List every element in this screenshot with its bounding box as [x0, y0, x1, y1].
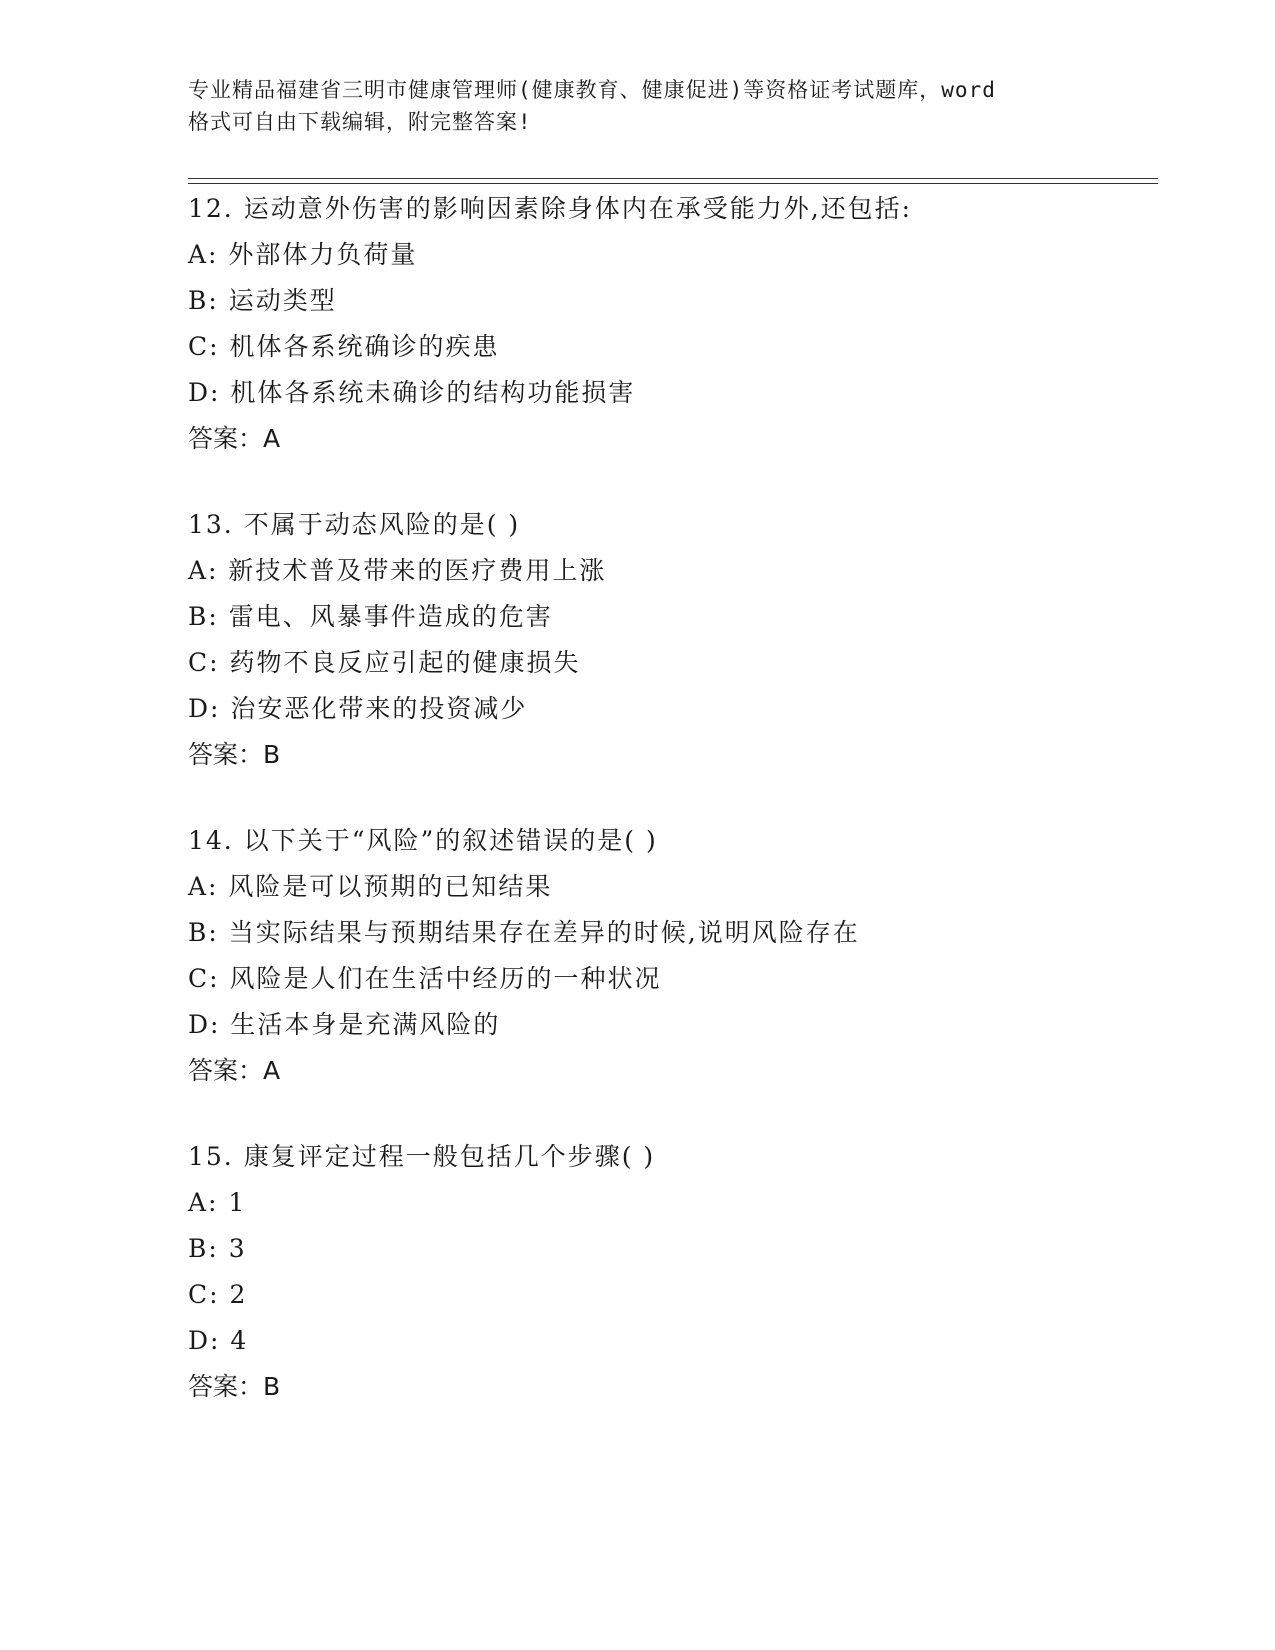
- option-a: A: 1: [188, 1188, 247, 1217]
- header-line-1: 专业精品福建省三明市健康管理师(健康教育、健康促进)等资格证考试题库，word: [188, 78, 996, 102]
- header-divider-top: [188, 178, 1158, 179]
- option-b: B: 当实际结果与预期结果存在差异的时候,说明风险存在: [188, 918, 860, 947]
- question-stem: 15. 康复评定过程一般包括几个步骤( ): [188, 1142, 656, 1171]
- option-d: D: 机体各系统未确诊的结构功能损害: [188, 378, 636, 407]
- answer-label: 答案：A: [188, 424, 281, 453]
- document-header: [188, 74, 1108, 138]
- option-c: C: 机体各系统确诊的疾患: [188, 332, 500, 361]
- answer-label: 答案：B: [188, 740, 281, 769]
- option-c: C: 药物不良反应引起的健康损失: [188, 648, 581, 677]
- option-a: A: 外部体力负荷量: [188, 240, 418, 269]
- question-12: [188, 186, 1168, 462]
- option-d: D: 治安恶化带来的投资减少: [188, 694, 528, 723]
- header-divider-bottom: [188, 183, 1158, 184]
- question-15: [188, 1134, 1168, 1410]
- option-d: D: 4: [188, 1326, 249, 1355]
- option-b: B: 运动类型: [188, 286, 337, 315]
- answer-label: 答案：A: [188, 1056, 281, 1085]
- option-a: A: 风险是可以预期的已知结果: [188, 872, 553, 901]
- question-stem: 13. 不属于动态风险的是( ): [188, 510, 521, 539]
- option-b: B: 雷电、风暴事件造成的危害: [188, 602, 553, 631]
- option-a: A: 新技术普及带来的医疗费用上涨: [188, 556, 607, 585]
- question-14: [188, 818, 1168, 1094]
- option-d: D: 生活本身是充满风险的: [188, 1010, 501, 1039]
- answer-label: 答案：B: [188, 1372, 281, 1401]
- question-13: [188, 502, 1168, 778]
- question-stem: 12. 运动意外伤害的影响因素除身体内在承受能力外,还包括:: [188, 194, 913, 223]
- option-c: C: 风险是人们在生活中经历的一种状况: [188, 964, 662, 993]
- option-b: B: 3: [188, 1234, 247, 1263]
- question-stem: 14. 以下关于“风险”的叙述错误的是( ): [188, 826, 658, 855]
- option-c: C: 2: [188, 1280, 248, 1309]
- header-line-2: 格式可自由下载编辑，附完整答案!: [188, 110, 532, 134]
